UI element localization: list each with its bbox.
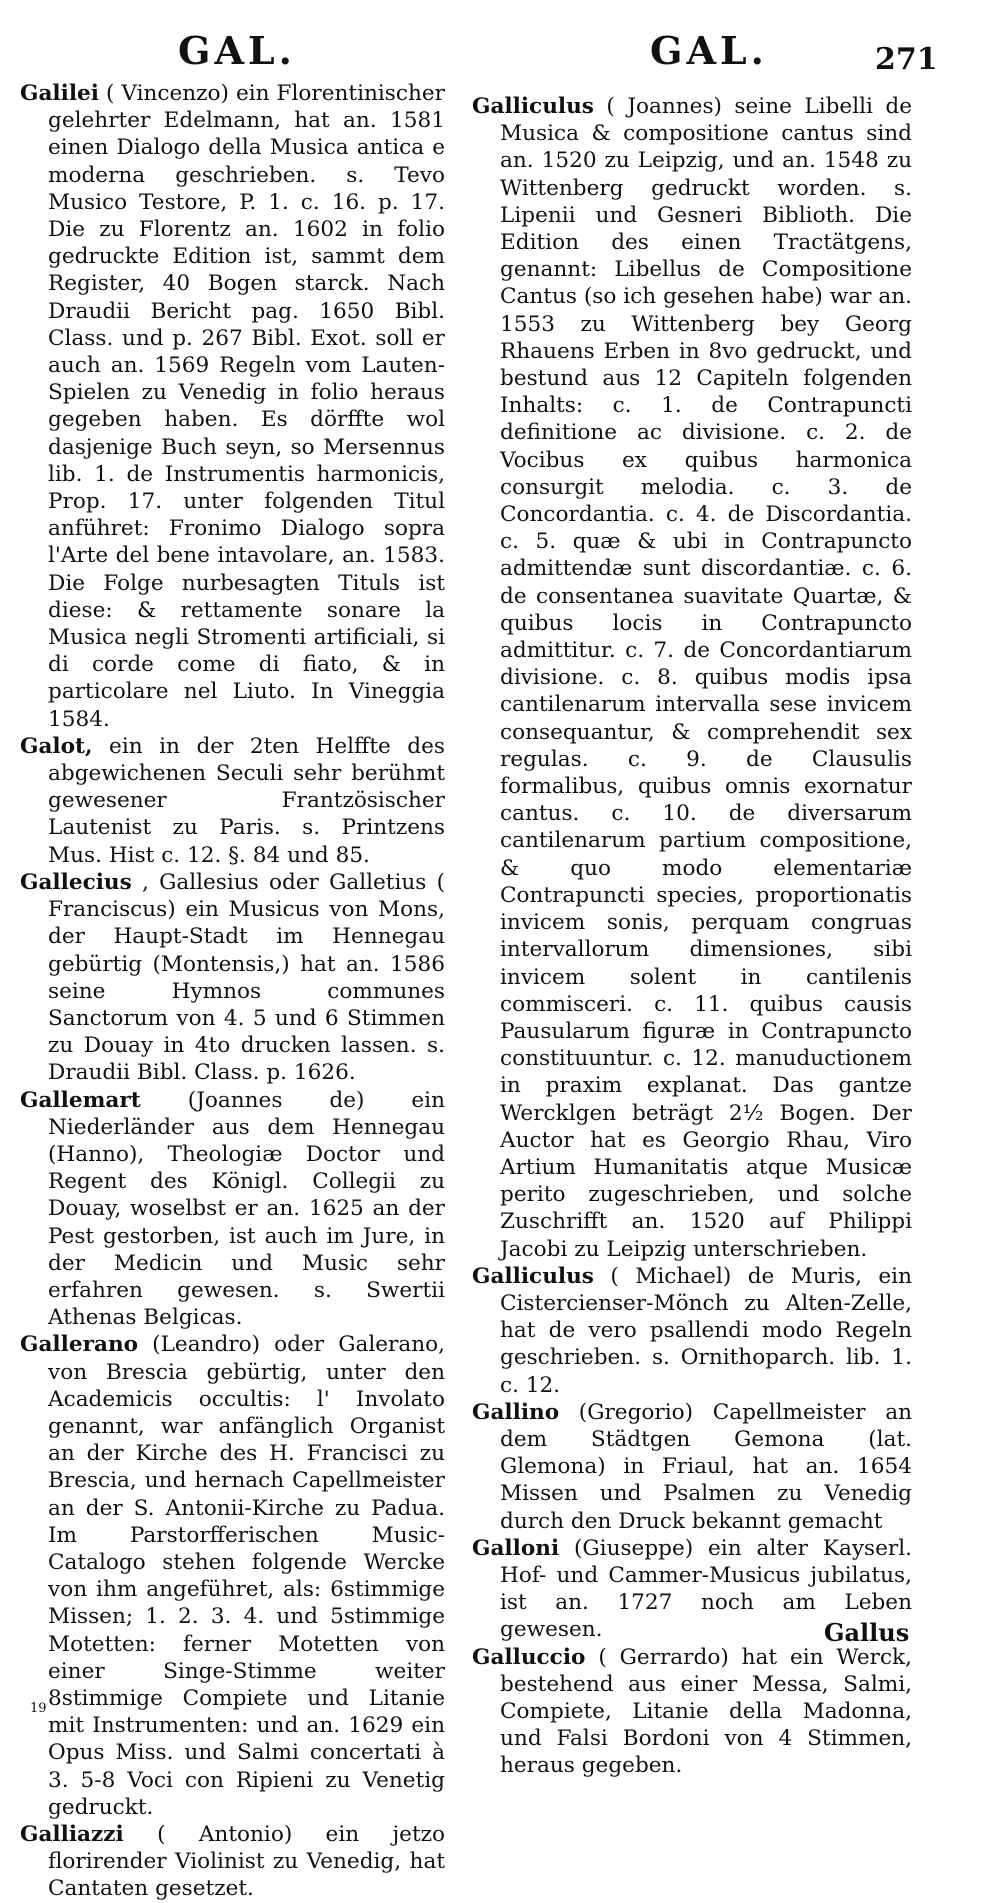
catchword: Gallus: [824, 1618, 910, 1647]
entry-gallecius: [20, 869, 445, 1087]
headword: Gallecius: [20, 869, 132, 895]
entry-text: ( Michael) de Muris, ein Cistercienser-Mönch zu Alten-Zelle, hat de vero psallendi modo Regeln geschrieben. s. Ornithoparch. lib. 1. c. 12.: [500, 1263, 912, 1398]
entry-galot: [20, 733, 445, 869]
entry-text: (Leandro) oder Galerano, von Brescia gebürtig, unter den Academicis occultis: l' Involato genannt, war anfänglich Organist an der Kirche des H. Francisci zu Brescia, und hernach Capellmeister an der S. Antonii-Kirche zu Padua. Im Parstorfferischen Music-Catalogo stehen folgende Wercke von ihm angeführet, als: 6stimmige Missen; 1. 2. 3. 4. und 5stimmige Motetten: ferner Motetten von einer Singe-Stimme weiter 8stimmige Compiete und Litanie mit Instrumenten: und an. 1629 ein Opus Miss. und Salmi concertati à 3. 5-8 Voci con Ripieni zu Venetig gedruckt.: [48, 1332, 445, 1820]
entry-text: (Giuseppe) ein alter Kayserl. Hof- und Cammer-Musicus jubilatus, ist an. 1727 noch am Leben gewesen.: [500, 1535, 912, 1643]
headword: Galloni: [472, 1535, 560, 1561]
entry-text: , Gallesius oder Galletius ( Franciscus) ein Musicus von Mons, der Haupt-Stadt im Hennegau gebürtig (Montensis,) hat an. 1586 seine Hymnos communes Sanctorum von 4. 5 und 6 Stimmen zu Douay in 4to drucken lassen. s. Draudii Bibl. Class. p. 1626.: [48, 869, 445, 1086]
entry-gallemart: [20, 1087, 445, 1332]
entry-text: ( Antonio) ein jetzo florirender Violinist zu Venedig, hat Cantaten gesetzet.: [48, 1822, 445, 1902]
entry-galilei: [20, 80, 445, 733]
entry-text: ( Gerrardo) hat ein Werck, bestehend aus einer Messa, Salmi, Compiete, Litanie della Madonna, und Falsi Bordoni von 4 Stimmen, heraus gegeben.: [500, 1644, 912, 1779]
headword: Galluccio: [472, 1644, 586, 1670]
right-column: [472, 93, 912, 1780]
page-number: 271: [875, 42, 938, 77]
entry-text: (Joannes de) ein Niederländer aus dem Hennegau (Hanno), Theologiæ Doctor und Regent des Königl. Collegii zu Douay, woselbst er an. 1625 an der Pest gestorben, ist auch im Jure, in der Medicin und Music sehr erfahren gewesen. s. Swertii Athenas Belgicas.: [48, 1087, 445, 1331]
entry-text: (Gregorio) Capellmeister an dem Städtgen Gemona (lat. Glemona) in Friaul, hat an. 1654 Missen und Psalmen zu Venedig durch den Druck bekannt gemacht: [500, 1399, 912, 1534]
headword: Gallino: [472, 1399, 560, 1425]
signature-mark: 19: [30, 1701, 47, 1716]
headword: Gallemart: [20, 1087, 141, 1113]
entry-text: ein in der 2ten Helffte des abgewichenen Seculi sehr berühmt gewesener Frantzösischer Lautenist zu Paris. s. Printzens Mus. Hist c. 12. §. 84 und 85.: [48, 733, 445, 868]
running-head-right: GAL.: [650, 28, 768, 73]
headword: Galilei: [20, 81, 99, 106]
entry-gallino: [472, 1399, 912, 1535]
headword: Gallerano: [20, 1332, 139, 1358]
headword: Galot,: [20, 733, 93, 759]
headword: Galliazzi: [20, 1822, 124, 1847]
entry-text: ( Vincenzo) ein Florentinischer gelehrter Edelmann, hat an. 1581 einen Dialogo della Musica antica e moderna geschrieben. s. Tevo Musico Testore, P. 1. c. 16. p. 17. Die zu Florentz an. 1602 in folio gedruckte Edition ist, sammt dem Register, 40 Bogen starck. Nach Draudii Bericht pag. 1650 Bibl. Class. und p. 267 Bibl. Exot. soll er auch an. 1569 Regeln vom Lauten-Spielen zu Venedig in folio heraus gegeben haben. Es dörffte wol dasjenige Buch seyn, so Mersennus lib. 1. de Instrumentis harmonicis, Prop. 17. unter folgenden Titul anführet: Fronimo Dialogo sopra l'Arte del bene intavolare, an. 1583. Die Folge nurbesagten Tituls ist diese: & rettamente sonare la Musica negli Stromenti artificiali, si di corde come di fiato, & in particolare nel Liuto. In Vineggia 1584.: [48, 81, 445, 732]
entry-galliculus-michael: [472, 1263, 912, 1399]
left-column: [20, 80, 445, 1903]
entry-galliculus-joannes: [472, 93, 912, 1263]
entry-galliazzi: [20, 1821, 445, 1903]
entry-galluccio: [472, 1644, 912, 1780]
headword: Galliculus: [472, 94, 594, 119]
headword: Galliculus: [472, 1263, 594, 1289]
entry-text: ( Joannes) seine Libelli de Musica & compositione cantus sind an. 1520 zu Leipzig, und an. 1548 zu Wittenberg gedruckt worden. s. Lipenii und Gesneri Biblioth. Die Edition des einen Tractätgens, genannt: Libellus de Compositione Cantus (so ich gesehen habe) war an. 1553 zu Wittenberg bey Georg Rhauens Erben in 8vo gedruckt, und bestund aus 12 Capiteln folgenden Inhalts: c. 1. de Contrapuncti definitione ac divisione. c. 2. de Vocibus ex quibus harmonica consurgit melodia. c. 3. de Concordantia. c. 4. de Discordantia. c. 5. quæ & ubi in Contrapuncto admittendæ sunt discordantiæ. c. 6. de consentanea suavitate Quartæ, & quibus locis in Contrapuncto admittitur. c. 7. de Concordantiarum divisione. c. 8. quibus modis ipsa cantilenarum intervalla sese invicem consequantur, & comprehendit sex regulas. c. 9. de Clausulis formalibus, quibus omnis exornatur cantus. c. 10. de diversarum cantilenarum partium compositione, & quo modo elementariæ Contrapuncti species, proportionatis invicem sonis, perquam congruas intervallorum dimensiones, sibi invicem solent in cantilenis commisceri. c. 11. quibus causis Pausularum figuræ in Contrapuncto constituuntur. c. 12. manuductionem in praxim explanat. Das gantze Wercklgen beträgt 2½ Bogen. Der Auctor hat es Georgio Rhau, Viro Artium Humanitatis atque Musicæ perito zugeschrieben, und solche Zuschrifft an. 1520 auf Philippi Jacobi zu Leipzig unterschrieben.: [500, 94, 912, 1262]
running-head-left: GAL.: [178, 28, 296, 73]
